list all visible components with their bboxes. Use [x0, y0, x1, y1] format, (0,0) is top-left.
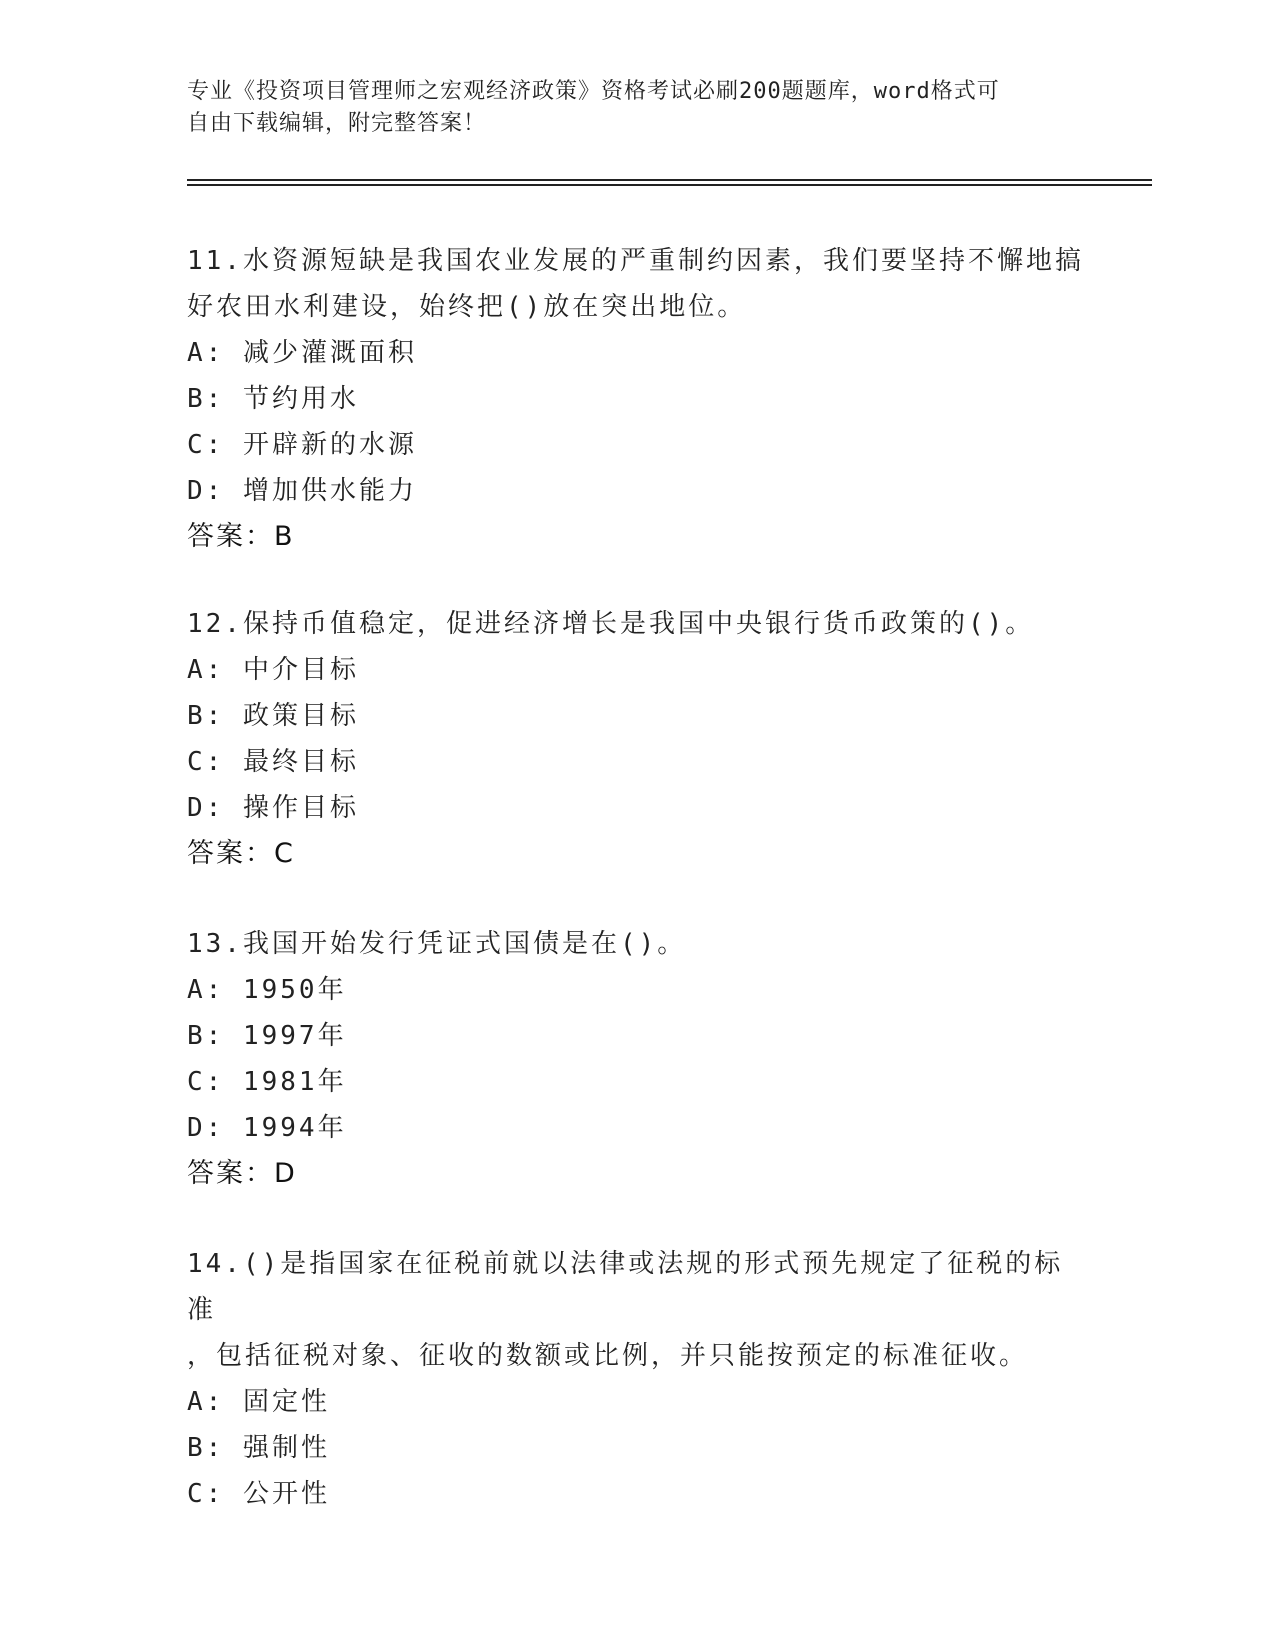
document-header	[187, 76, 1087, 140]
option-c: C: 1981年	[187, 1067, 347, 1097]
option-d: D: 操作目标	[187, 793, 359, 823]
question-11	[187, 238, 1087, 560]
question-stem-line: 13.我国开始发行凭证式国债是在()。	[187, 929, 687, 959]
question-stem-line: 12.保持币值稳定，促进经济增长是我国中央银行货币政策的()。	[187, 609, 1035, 639]
option-b: B: 1997年	[187, 1021, 347, 1051]
option-d: D: 增加供水能力	[187, 476, 417, 506]
option-b: B: 节约用水	[187, 384, 359, 414]
question-stem-line: 11.水资源短缺是我国农业发展的严重制约因素，我们要坚持不懈地搞	[187, 246, 1084, 276]
question-12	[187, 601, 1087, 877]
header-divider-bottom	[187, 184, 1152, 186]
header-line-2: 自由下载编辑，附完整答案！	[187, 111, 487, 136]
answer-label: 答案：B	[187, 521, 295, 552]
header-divider-top	[187, 179, 1152, 181]
option-c: C: 最终目标	[187, 747, 359, 777]
option-c: C: 开辟新的水源	[187, 430, 417, 460]
question-stem-line: ，包括征税对象、征收的数额或比例，并只能按预定的标准征收。	[187, 1341, 1029, 1371]
question-13	[187, 921, 1087, 1197]
option-d: D: 1994年	[187, 1113, 347, 1143]
question-stem-line: 14.()是指国家在征税前就以法律或法规的形式预先规定了征税的标准	[187, 1249, 1064, 1325]
question-14	[187, 1241, 1087, 1517]
option-c: C: 公开性	[187, 1479, 330, 1509]
header-line-1: 专业《投资项目管理师之宏观经济政策》资格考试必刷200题题库，word格式可	[187, 79, 1000, 104]
answer-label: 答案：C	[187, 838, 295, 869]
answer-label: 答案：D	[187, 1158, 297, 1189]
option-a: A: 减少灌溉面积	[187, 338, 417, 368]
option-b: B: 强制性	[187, 1433, 330, 1463]
option-a: A: 固定性	[187, 1387, 330, 1417]
option-a: A: 中介目标	[187, 655, 359, 685]
option-a: A: 1950年	[187, 975, 347, 1005]
option-b: B: 政策目标	[187, 701, 359, 731]
question-stem-line: 好农田水利建设，始终把()放在突出地位。	[187, 292, 747, 322]
